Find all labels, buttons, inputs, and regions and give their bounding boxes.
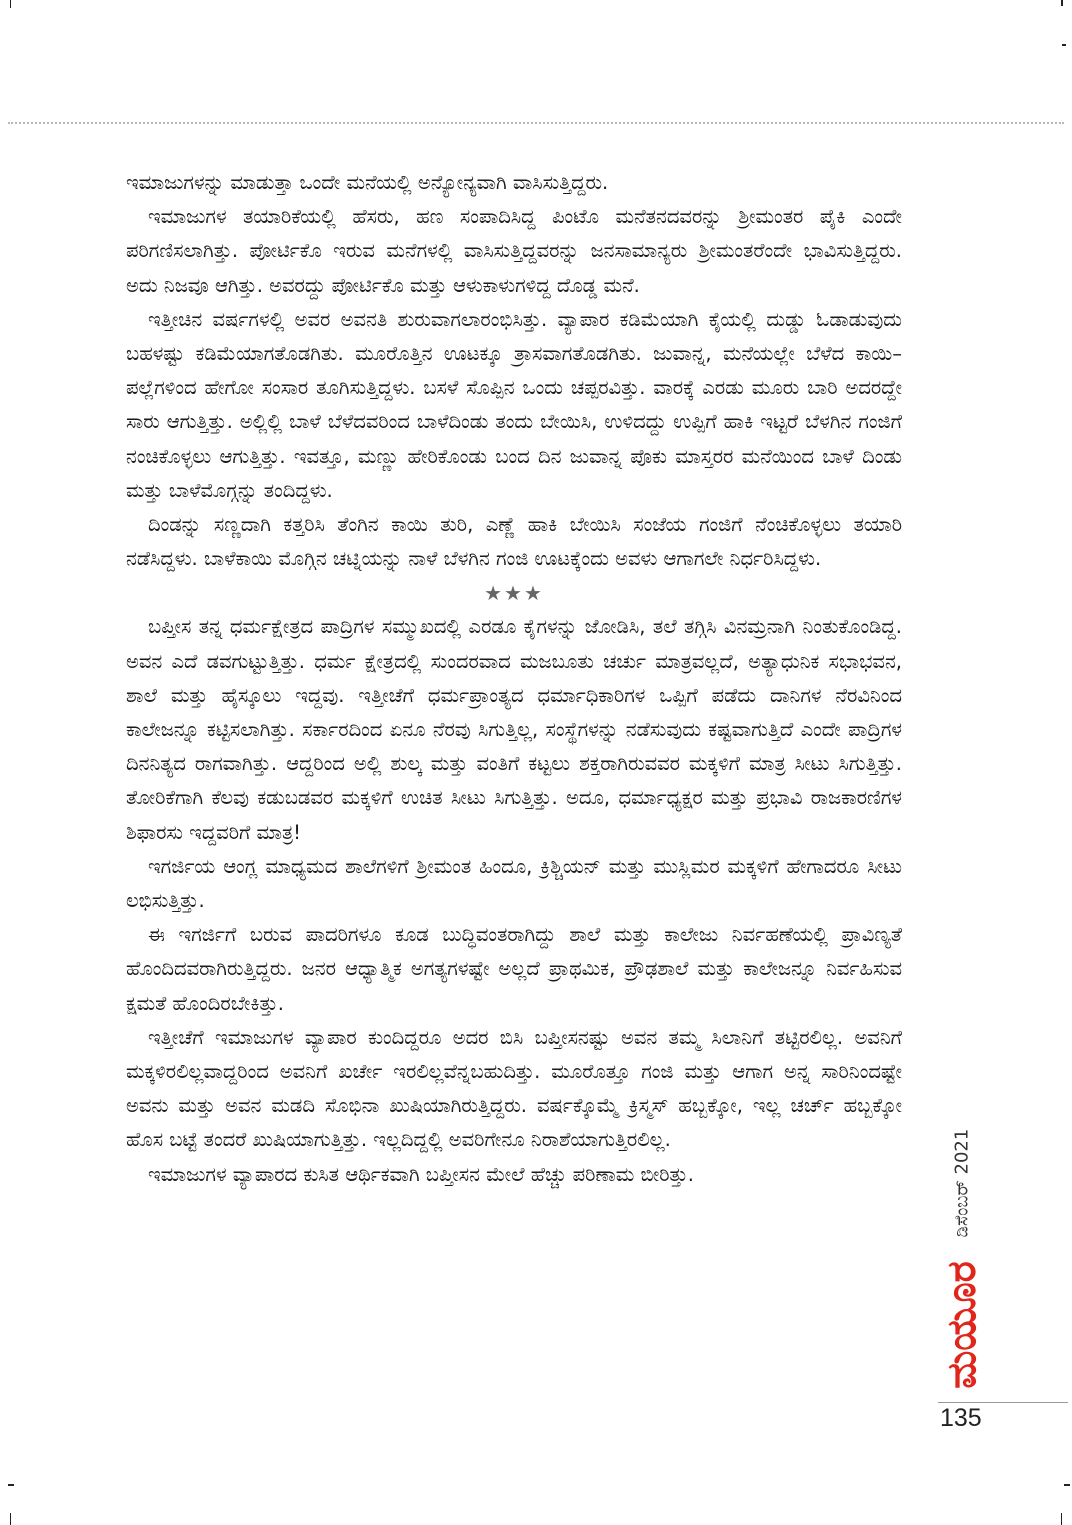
paragraph: ಬಪ್ತೀಸ ತನ್ನ ಧರ್ಮಕ್ಷೇತ್ರದ ಪಾದ್ರಿಗಳ ಸಮ್ಮುಖದಲ್ಲಿ ಎರಡೂ ಕೈಗಳನ್ನು ಜೋಡಿಸಿ, ತಲೆ ತಗ್ಗಿಸಿ ವಿನಮ್ರನಾಗಿ ನಿಂತುಕೊಂಡಿದ್ದ. ಅವನ ಎದೆ ಡವಗುಟ್ಟುತ್ತಿತ್ತು. ಧರ್ಮ ಕ್ಷೇತ್ರದಲ್ಲಿ ಸುಂದರವಾದ ಮಜಬೂತು ಚರ್ಚು ಮಾತ್ರವಲ್ಲದೆ, ಅತ್ಯಾಧುನಿಕ ಸಭಾಭವನ, ಶಾಲೆ ಮತ್ತು ಹೈಸ್ಕೂಲು ಇದ್ದವು. ಇತ್ತೀಚೆಗೆ ಧರ್ಮಪ್ರಾಂತ್ಯದ ಧರ್ಮಾಧಿಕಾರಿಗಳ ಒಪ್ಪಿಗೆ ಪಡೆದು ದಾನಿಗಳ ನೆರವಿನಿಂದ ಕಾಲೇಜನ್ನೂ ಕಟ್ಟಿಸಲಾಗಿತ್ತು. ಸರ್ಕಾರದಿಂದ ಏನೂ ನೆರವು ಸಿಗುತ್ತಿಲ್ಲ, ಸಂಸ್ಥೆಗಳನ್ನು ನಡೆಸುವುದು ಕಷ್ಟವಾಗುತ್ತಿದೆ ಎಂದೇ ಪಾದ್ರಿಗಳ ದಿನನಿತ್ಯದ ರಾಗವಾಗಿತ್ತು. ಆದ್ದರಿಂದ ಅಲ್ಲಿ ಶುಲ್ಕ ಮತ್ತು ವಂತಿಗೆ ಕಟ್ಟಲು ಶಕ್ತರಾಗಿರುವವರ ಮಕ್ಕಳಿಗೆ ಮಾತ್ರ ಸೀಟು ಸಿಗುತ್ತಿತ್ತು. ತೋರಿಕೆಗಾಗಿ ಕೆಲವು ಕಡುಬಡವರ ಮಕ್ಕಳಿಗೆ ಉಚಿತ ಸೀಟು ಸಿಗುತ್ತಿತ್ತು. ಅದೂ, ಧರ್ಮಾಧ್ಯಕ್ಷರ ಮತ್ತು ಪ್ರಭಾವಿ ರಾಜಕಾರಣಿಗಳ ಶಿಫಾರಸು ಇದ್ದವರಿಗೆ ಮಾತ್ರ! [126,615,902,844]
article-body [126,166,902,1192]
crop-mark [10,1513,11,1525]
paragraph: ಇಮಾಜುಗಳನ್ನು ಮಾಡುತ್ತಾ ಒಂದೇ ಮನೆಯಲ್ಲಿ ಅನ್ಯೋನ್ಯವಾಗಿ ವಾಸಿಸುತ್ತಿದ್ದರು. [126,171,609,194]
crop-mark [8,1484,14,1486]
paragraph: ಇಗರ್ಜಿಯ ಆಂಗ್ಲ ಮಾಧ್ಯಮದ ಶಾಲೆಗಳಿಗೆ ಶ್ರೀಮಂತ ಹಿಂದೂ, ಕ್ರಿಶ್ಚಿಯನ್ ಮತ್ತು ಮುಸ್ಲಿಮರ ಮಕ್ಕಳಿಗೆ ಹೇಗಾದರೂ ಸೀಟು ಲಭಿಸುತ್ತಿತ್ತು. [126,854,902,913]
paragraph: ಇತ್ತೀಚೆಗೆ ಇಮಾಜುಗಳ ವ್ಯಾಪಾರ ಕುಂದಿದ್ದರೂ ಅದರ ಬಿಸಿ ಬಪ್ತೀಸನಷ್ಟು ಅವನ ತಮ್ಮ ಸಿಲಾನಿಗೆ ತಟ್ಟಿರಲಿಲ್ಲ. ಅವನಿಗೆ ಮಕ್ಕಳಿರಲಿಲ್ಲವಾದ್ದರಿಂದ ಅವನಿಗೆ ಖರ್ಚೇ ಇರಲಿಲ್ಲವೆನ್ನಬಹುದಿತ್ತು. ಮೂರೊತ್ತೂ ಗಂಜಿ ಮತ್ತು ಆಗಾಗ ಅನ್ನ ಸಾರಿನಿಂದಷ್ಟೇ ಅವನು ಮತ್ತು ಅವನ ಮಡದಿ ಸೊಭಿನಾ ಖುಷಿಯಾಗಿರುತ್ತಿದ್ದರು. ವರ್ಷಕ್ಕೊಮ್ಮೆ ಕ್ರಿಸ್ಮಸ್ ಹಬ್ಬಕ್ಕೋ, ಇಲ್ಲ ಚರ್ಚ್ ಹಬ್ಬಕ್ಕೋ ಹೊಸ ಬಟ್ಟೆ ತಂದರೆ ಖುಷಿಯಾಗುತ್ತಿತ್ತು. ಇಲ್ಲದಿದ್ದಲ್ಲಿ ಅವರಿಗೇನೂ ನಿರಾಶೆಯಾಗುತ್ತಿರಲಿಲ್ಲ. [126,1025,902,1152]
paragraph: ದಿಂಡನ್ನು ಸಣ್ಣದಾಗಿ ಕತ್ತರಿಸಿ ತೆಂಗಿನ ಕಾಯಿ ತುರಿ, ಎಣ್ಣೆ ಹಾಕಿ ಬೇಯಿಸಿ ಸಂಜೆಯ ಗಂಜಿಗೆ ನೆಂಚಿಕೊಳ್ಳಲು ತಯಾರಿ ನಡೆಸಿದ್ದಳು. ಬಾಳೆಕಾಯಿ ಮೊಗ್ಗಿನ ಚಟ್ನಿಯನ್ನು ನಾಳೆ ಬೆಳಗಿನ ಗಂಜಿ ಊಟಕ್ಕೆಂದು ಅವಳು ಆಗಾಗಲೇ ನಿರ್ಧರಿಸಿದ್ದಳು. [126,513,902,571]
header-dotted-rule [8,122,1064,124]
paragraph: ಈ ಇಗರ್ಜಿಗೆ ಬರುವ ಪಾದರಿಗಳೂ ಕೂಡ ಬುದ್ಧಿವಂತರಾಗಿದ್ದು ಶಾಲೆ ಮತ್ತು ಕಾಲೇಜು ನಿರ್ವಹಣೆಯಲ್ಲಿ ಪ್ರಾವಿಣ್ಯತೆ ಹೊಂದಿದವರಾಗಿರುತ್ತಿದ್ದರು. ಜನರ ಆಧ್ಯಾತ್ಮಿಕ ಅಗತ್ಯಗಳಷ್ಟೇ ಅಲ್ಲದೆ ಪ್ರಾಥಮಿಕ, ಪ್ರೌಢಶಾಲೆ ಮತ್ತು ಕಾಲೇಜನ್ನೂ ನಿರ್ವಹಿಸುವ ಕ್ಷಮತೆ ಹೊಂದಿರಬೇಕಿತ್ತು. [126,923,902,1015]
crop-mark [1061,0,1063,6]
crop-mark [1061,1513,1062,1525]
issue-date: ಡಿಸೆಂಬರ್ 2021 [951,1128,973,1238]
paragraph: ಇಮಾಜುಗಳ ವ್ಯಾಪಾರದ ಕುಸಿತ ಆರ್ಥಿಕವಾಗಿ ಬಪ್ತೀಸನ ಮೇಲೆ ಹೆಚ್ಚು ಪರಿಣಾಮ ಬೀರಿತ್ತು. [148,1162,694,1186]
footer-rule [938,1402,1068,1403]
section-separator: ★★★ [484,581,544,606]
page-number: 135 [940,1404,982,1432]
crop-mark [1062,44,1066,46]
crop-mark [1064,1484,1070,1486]
paragraph: ಇತ್ತೀಚಿನ ವರ್ಷಗಳಲ್ಲಿ ಅವರ ಅವನತಿ ಶುರುವಾಗಲಾರಂಭಿಸಿತ್ತು. ವ್ಯಾಪಾರ ಕಡಿಮೆಯಾಗಿ ಕೈಯಲ್ಲಿ ದುಡ್ಡು ಓಡಾಡುವುದು ಬಹಳಷ್ಟು ಕಡಿಮೆಯಾಗತೊಡಗಿತು. ಮೂರೊತ್ತಿನ ಊಟಕ್ಕೂ ತ್ರಾಸವಾಗತೊಡಗಿತು. ಜುವಾನ್ನ, ಮನೆಯಲ್ಲೇ ಬೆಳೆದ ಕಾಯಿ–ಪಲ್ಲೆಗಳಿಂದ ಹೇಗೋ ಸಂಸಾರ ತೂಗಿಸುತ್ತಿದ್ದಳು. ಬಸಳೆ ಸೊಪ್ಪಿನ ಒಂದು ಚಪ್ಪರವಿತ್ತು. ವಾರಕ್ಕೆ ಎರಡು ಮೂರು ಬಾರಿ ಅದರದ್ದೇ ಸಾರು ಆಗುತ್ತಿತ್ತು. ಅಲ್ಲಿಲ್ಲಿ ಬಾಳೆ ಬೆಳೆದವರಿಂದ ಬಾಳೆದಿಂಡು ತಂದು ಬೇಯಿಸಿ, ಉಳಿದದ್ದು ಉಪ್ಪಿಗೆ ಹಾಕಿ ಇಟ್ಟರೆ ಬೆಳಗಿನ ಗಂಜಿಗೆ ನಂಚಿಕೊಳ್ಳಲು ಆಗುತ್ತಿತ್ತು. ಇವತ್ತೂ, ಮಣ್ಣು ಹೇರಿಕೊಂಡು ಬಂದ ದಿನ ಜುವಾನ್ನ ಪೊಕು ಮಾಸ್ತರರ ಮನೆಯಿಂದ ಬಾಳೆ ದಿಂಡು ಮತ್ತು ಬಾಳೆಮೊಗ್ಗನ್ನು ತಂದಿದ್ದಳು. [126,307,902,502]
magazine-logo: ಮಯೂರ [939,1261,985,1389]
crop-mark [10,0,11,8]
paragraph: ಇಮಾಜುಗಳ ತಯಾರಿಕೆಯಲ್ಲಿ ಹೆಸರು, ಹಣ ಸಂಪಾದಿಸಿದ್ದ ಪಿಂಟೊ ಮನೆತನದವರನ್ನು ಶ್ರೀಮಂತರ ಪೈಕಿ ಎಂದೇ ಪರಿಗಣಿಸಲಾಗಿತ್ತು. ಪೋರ್ಟಿಕೊ ಇರುವ ಮನೆಗಳಲ್ಲಿ ವಾಸಿಸುತ್ತಿದ್ದವರನ್ನು ಜನಸಾಮಾನ್ಯರು ಶ್ರೀಮಂತರೆಂದೇ ಭಾವಿಸುತ್ತಿದ್ದರು. ಅದು ನಿಜವೂ ಆಗಿತ್ತು. ಅವರದ್ದು ಪೋರ್ಟಿಕೊ ಮತ್ತು ಆಳುಕಾಳುಗಳಿದ್ದ ದೊಡ್ಡ ಮನೆ. [126,205,902,297]
